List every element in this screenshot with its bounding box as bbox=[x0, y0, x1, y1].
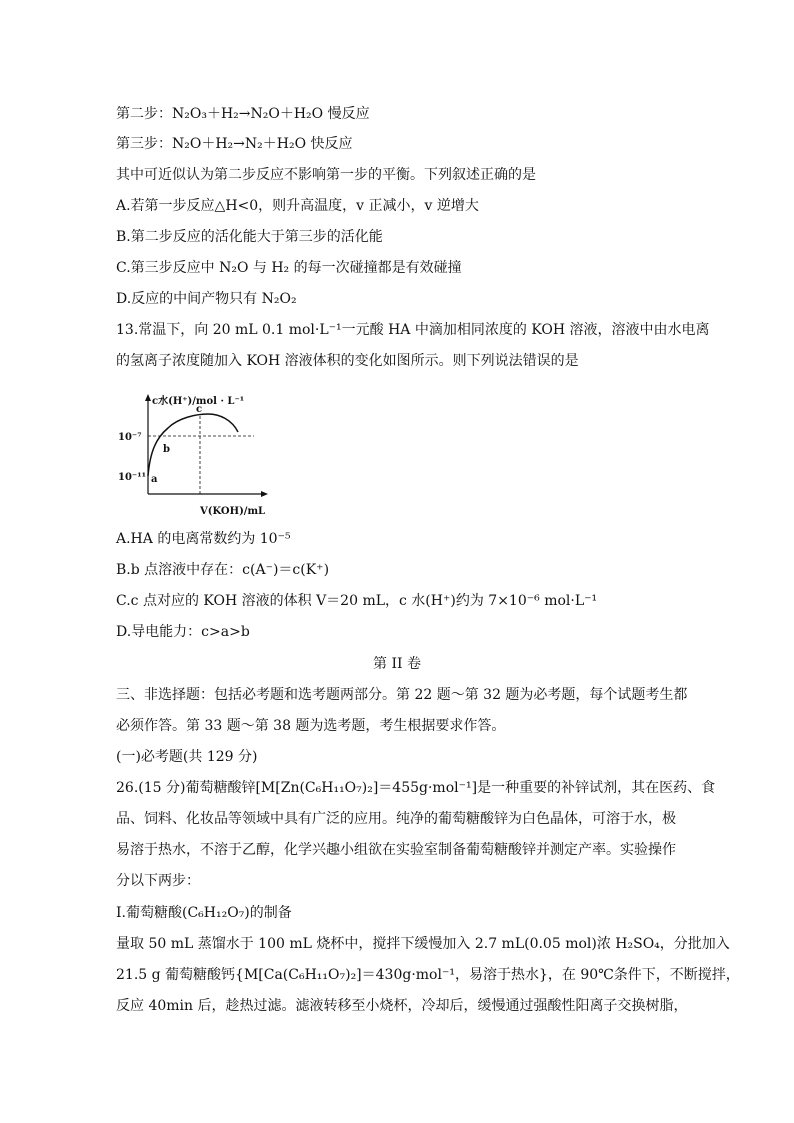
water-ionization-curve bbox=[148, 414, 238, 476]
q13-figure bbox=[116, 392, 276, 520]
q13-option-c: C.c 点对应的 KOH 溶液的体积 V＝20 mL，c 水(H⁺)约为 7×10⁻⁶ mol·L⁻¹ bbox=[116, 593, 598, 609]
q26-line2: 品、饲料、化妆品等领域中具有广泛的应用。纯净的葡萄糖酸锌为白色晶体，可溶于水，极 bbox=[116, 811, 676, 827]
q26-paragraph-line3: 反应 40min 后，趁热过滤。滤液转移至小烧杯，冷却后，缓慢通过强酸性阳离子交换树脂， bbox=[116, 998, 688, 1014]
q26-paragraph-line1: 量取 50 mL 蒸馏水于 100 mL 烧杯中，搅拌下缓慢加入 2.7 mL(0.05 mol)浓 H₂SO₄，分批加入 bbox=[116, 936, 730, 952]
q26-line1: 26.(15 分)葡萄糖酸锌[M[Zn(C₆H₁₁O₇)₂]＝455g·mol⁻¹]是一种重要的补锌试剂，其在医药、食 bbox=[116, 780, 716, 796]
tick-1e-7: 10⁻⁷ bbox=[118, 432, 142, 443]
q13-stem-line2: 的氢离子浓度随加入 KOH 溶液体积的变化如图所示。则下列说法错误的是 bbox=[116, 353, 579, 369]
y-axis-label: c水(H⁺)/mol · L⁻¹ bbox=[152, 396, 245, 407]
section3-line2: 必须作答。第 33 题～第 38 题为选考题，考生根据要求作答。 bbox=[116, 718, 506, 734]
x-axis-arrow bbox=[261, 491, 268, 497]
point-b-label: b bbox=[163, 444, 170, 455]
point-c-label: c bbox=[196, 404, 203, 415]
tick-1e-11: 10⁻¹¹ bbox=[118, 472, 146, 483]
q26-part1-title: I.葡萄糖酸(C₆H₁₂O₇)的制备 bbox=[116, 905, 292, 921]
y-axis-arrow bbox=[145, 394, 151, 401]
q13-option-d: D.导电能力：c>a>b bbox=[116, 624, 250, 640]
q12-option-b: B.第二步反应的活化能大于第三步的活化能 bbox=[116, 229, 383, 245]
q13-option-b: B.b 点溶液中存在：c(A⁻)＝c(K⁺) bbox=[116, 562, 330, 578]
section3-line1: 三、非选择题：包括必考题和选考题两部分。第 22 题～第 32 题为必考题，每个试题考生都 bbox=[116, 687, 688, 703]
part2-title: 第 II 卷 bbox=[373, 656, 421, 672]
step3-text: 第三步：N₂O＋H₂→N₂＋H₂O 快反应 bbox=[116, 136, 353, 152]
q12-option-c: C.第三步反应中 N₂O 与 H₂ 的每一次碰撞都是有效碰撞 bbox=[116, 260, 462, 276]
x-axis-label: V(KOH)/mL bbox=[200, 506, 266, 517]
q26-line3: 易溶于热水，不溶于乙醇，化学兴趣小组欲在实验室制备葡萄糖酸锌并测定产率。实验操作 bbox=[116, 842, 676, 858]
q12-option-a: A.若第一步反应△H<0，则升高温度，v 正减小，v 逆增大 bbox=[116, 198, 479, 214]
q13-option-a: A.HA 的电离常数约为 10⁻⁵ bbox=[116, 531, 291, 547]
q26-paragraph-line2: 21.5 g 葡萄糖酸钙{M[Ca(C₆H₁₁O₇)₂]＝430g·mol⁻¹，易溶于热水}，在 90℃条件下，不断搅拌， bbox=[116, 967, 740, 983]
q13-stem-line1: 13.常温下，向 20 mL 0.1 mol·L⁻¹一元酸 HA 中滴加相同浓度的 KOH 溶液，溶液中由水电离 bbox=[116, 322, 710, 338]
step2-text: 第二步：N₂O₃＋H₂→N₂O＋H₂O 慢反应 bbox=[116, 106, 370, 122]
required-header: (一)必考题(共 129 分) bbox=[116, 749, 258, 765]
q12-stem: 其中可近似认为第二步反应不影响第一步的平衡。下列叙述正确的是 bbox=[116, 167, 536, 183]
q12-option-d: D.反应的中间产物只有 N₂O₂ bbox=[116, 291, 297, 307]
point-a-label: a bbox=[151, 474, 158, 485]
q26-line4: 分以下两步： bbox=[116, 873, 200, 889]
